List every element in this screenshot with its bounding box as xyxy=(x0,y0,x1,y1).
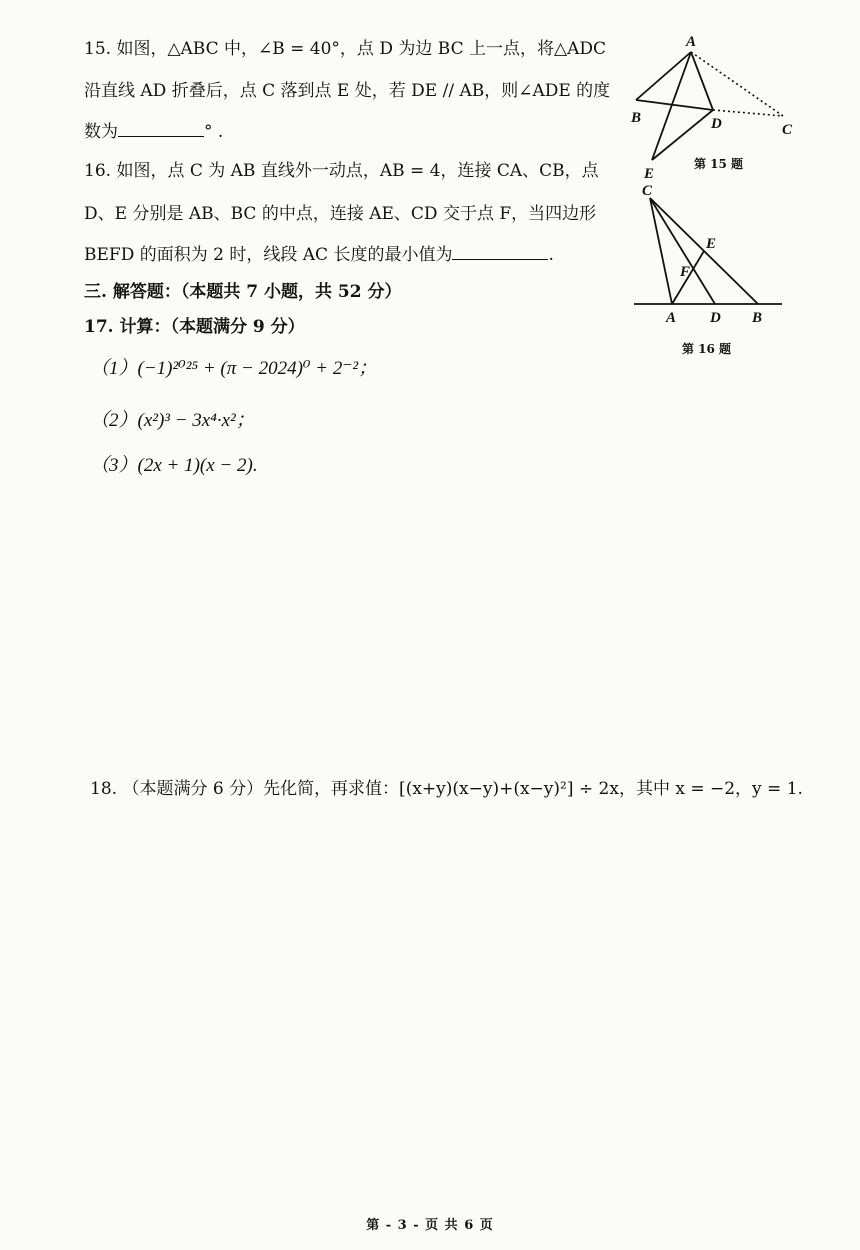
q15-answer-blank[interactable] xyxy=(118,120,204,137)
q18-line: 18. （本题满分 6 分）先化简，再求值：[(x+y)(x−y)+(x−y)²] ÷ 2x，其中 x = −2，y = 1. xyxy=(90,779,803,799)
label-F: F xyxy=(680,264,691,280)
label-B: B xyxy=(631,110,642,126)
label-D: D xyxy=(711,116,722,132)
q15-line3: 数为 ° . xyxy=(84,122,224,142)
label-A: A xyxy=(686,34,697,50)
q15-line1: 15. 如图，△ABC 中，∠B = 40°，点 D 为边 BC 上一点，将△ADC xyxy=(84,39,606,59)
q16-line1: 16. 如图，点 C 为 AB 直线外一动点，AB = 4，连接 CA、CB，点 xyxy=(84,161,599,181)
seg-AD xyxy=(691,52,713,110)
q15-line2: 沿直线 AD 折叠后，点 C 落到点 E 处，若 DE // AB，则∠ADE 的度 xyxy=(84,81,611,101)
seg-AC-dashed xyxy=(691,52,783,116)
q16-line3: BEFD 的面积为 2 时，线段 AC 长度的最小值为 . xyxy=(84,245,554,265)
q17-item2: （2）(x²)³ − 3x⁴·x²； xyxy=(90,410,255,431)
seg-CA xyxy=(650,198,672,304)
label-E: E xyxy=(706,236,717,252)
label-B: B xyxy=(752,310,763,326)
label-D: D xyxy=(710,310,721,326)
figure-15-caption: 第 15 题 xyxy=(694,157,744,171)
seg-DC-dashed xyxy=(713,110,783,116)
figure-16 xyxy=(630,182,790,327)
section-3-heading: 三. 解答题：（本题共 7 小题，共 52 分） xyxy=(84,282,402,302)
q16-answer-blank[interactable] xyxy=(452,243,548,260)
seg-BD xyxy=(636,100,713,110)
q16-line2: D、E 分别是 AB、BC 的中点，连接 AE、CD 交于点 F，当四边形 xyxy=(84,204,597,224)
label-C: C xyxy=(782,122,793,138)
label-C: C xyxy=(642,183,653,199)
figure-16-diagram xyxy=(630,182,790,327)
figure-16-caption: 第 16 题 xyxy=(682,342,732,356)
label-A: A xyxy=(666,310,677,326)
label-E: E xyxy=(644,166,655,182)
q17-item1: （1）(−1)²⁰²⁵ + (π − 2024)⁰ + 2⁻²； xyxy=(90,358,378,379)
page-footer: 第 - 3 - 页 共 6 页 xyxy=(366,1218,494,1233)
q17-item3: （3）(2x + 1)(x − 2). xyxy=(90,455,258,476)
q17-title: 17. 计算：（本题满分 9 分） xyxy=(84,317,305,337)
